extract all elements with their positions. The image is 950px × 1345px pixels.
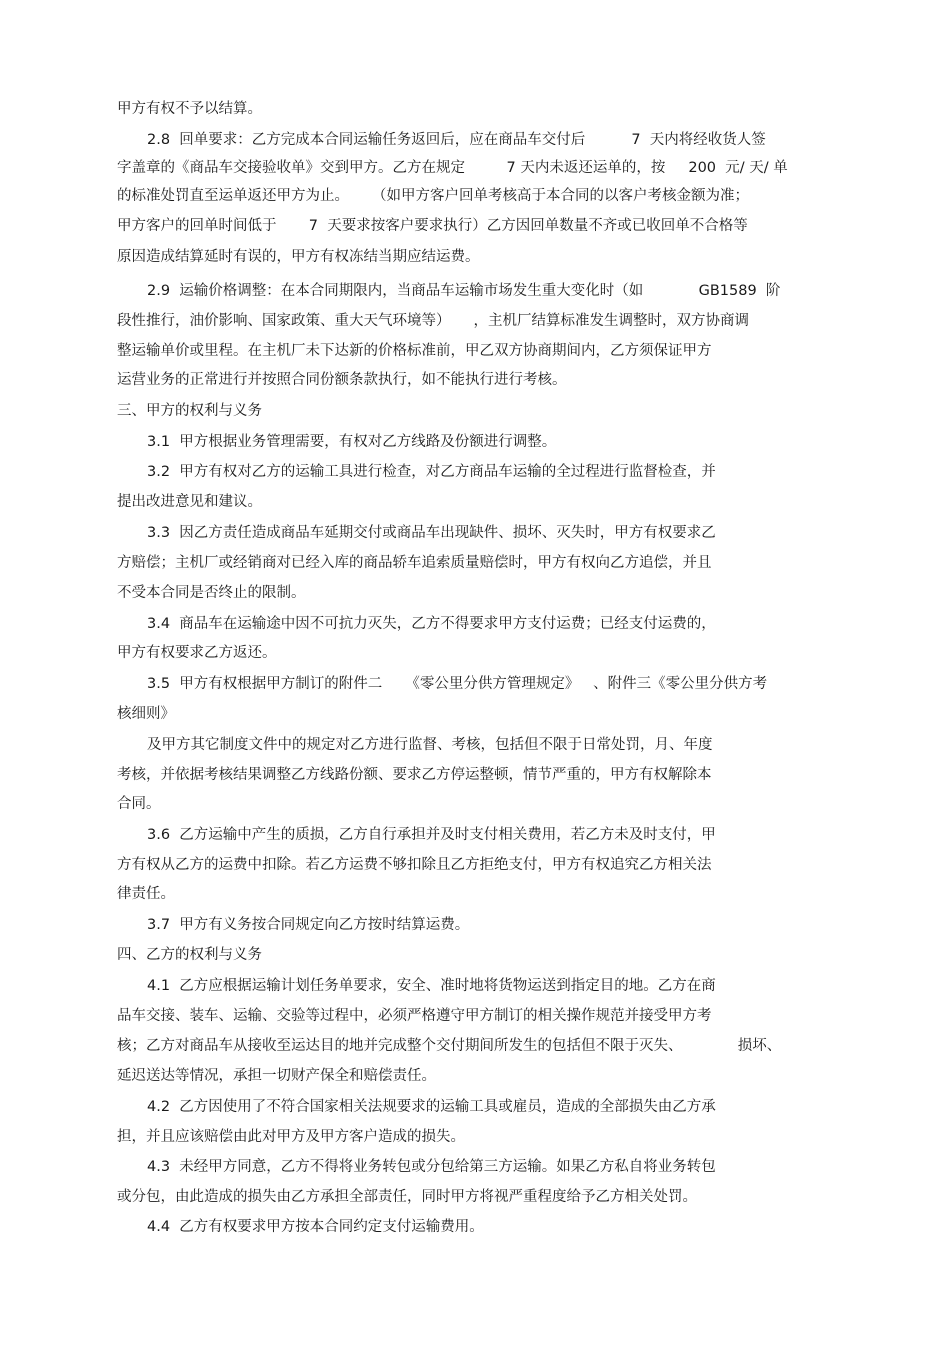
text-line: 3.4 商品车在运输途中因不可抗力灭失，乙方不得要求甲方支付运费；已经支付运费的， bbox=[147, 616, 716, 632]
text-line: 律责任。 bbox=[117, 886, 175, 902]
text-line: 3.3 因乙方责任造成商品车延期交付或商品车出现缺件、损坏、灭失时，甲方有权要求乙 bbox=[147, 525, 716, 541]
text-line: 4.3 未经甲方同意，乙方不得将业务转包或分包给第三方运输。如果乙方私自将业务转包 bbox=[147, 1159, 716, 1175]
text-line: 甲方客户的回单时间低于 7 天要求按客户要求执行）乙方因回单数量不齐或已收回单不合格等 bbox=[117, 218, 748, 234]
text-line: 3.7 甲方有义务按合同规定向乙方按时结算运费。 bbox=[147, 917, 470, 933]
text-line: 4.2 乙方因使用了不符合国家相关法规要求的运输工具或雇员，造成的全部损失由乙方承 bbox=[147, 1099, 716, 1115]
text-line: 考核，并依据考核结果调整乙方线路份额、要求乙方停运整顿，情节严重的，甲方有权解除本 bbox=[117, 767, 712, 783]
text-line: 甲方有权要求乙方返还。 bbox=[117, 645, 277, 661]
text-line: 运营业务的正常进行并按照合同份额条款执行，如不能执行进行考核。 bbox=[117, 372, 567, 388]
text-line: 3.1 甲方根据业务管理需要，有权对乙方线路及份额进行调整。 bbox=[147, 434, 557, 450]
text-line: 延迟送达等情况，承担一切财产保全和赔偿责任。 bbox=[117, 1068, 436, 1084]
text-line: 4.1 乙方应根据运输计划任务单要求，安全、准时地将货物运送到指定目的地。乙方在商 bbox=[147, 978, 716, 994]
text-line: 的标准处罚直至运单返还甲方为止。 （如甲方客户回单考核高于本合同的以客户考核金额为准； bbox=[117, 188, 750, 204]
text-line: 品车交接、装车、运输、交验等过程中，必须严格遵守甲方制订的相关操作规范并接受甲方考 bbox=[117, 1008, 712, 1024]
text-line: 2.8 回单要求：乙方完成本合同运输任务返回后，应在商品车交付后 7 天内将经收货人签 bbox=[147, 132, 766, 148]
text-line: 核细则》 bbox=[117, 706, 175, 722]
text-line: 及甲方其它制度文件中的规定对乙方进行监督、考核，包括但不限于日常处罚，月、年度 bbox=[147, 737, 713, 753]
text-line: 3.6 乙方运输中产生的质损，乙方自行承担并及时支付相关费用，若乙方未及时支付，甲 bbox=[147, 827, 716, 843]
text-line: 甲方有权不予以结算。 bbox=[117, 101, 262, 117]
text-line: 不受本合同是否终止的限制。 bbox=[117, 585, 306, 601]
text-line: 方有权从乙方的运费中扣除。若乙方运费不够扣除且乙方拒绝支付，甲方有权追究乙方相关法 bbox=[117, 857, 712, 873]
text-line: 方赔偿；主机厂或经销商对已经入库的商品轿车追索质量赔偿时，甲方有权向乙方追偿，并且 bbox=[117, 555, 712, 571]
text-line: 提出改进意见和建议。 bbox=[117, 494, 262, 510]
text-line: 合同。 bbox=[117, 796, 161, 812]
text-line: 核；乙方对商品车从接收至运达目的地并完成整个交付期间所发生的包括但不限于灭失、 损坏、 bbox=[117, 1038, 782, 1054]
text-line: 或分包，由此造成的损失由乙方承担全部责任，同时甲方将视严重程度给予乙方相关处罚。 bbox=[117, 1189, 697, 1205]
text-line: 字盖章的《商品车交接验收单》交到甲方。乙方在规定 7 天内未返还运单的，按 200 元/ 天/ 单 bbox=[117, 160, 788, 176]
text-line: 担，并且应该赔偿由此对甲方及甲方客户造成的损失。 bbox=[117, 1129, 465, 1145]
text-line: 3.5 甲方有权根据甲方制订的附件二 《零公里分供方管理规定》 、附件三《零公里分供方考 bbox=[147, 676, 768, 692]
section-heading: 三、甲方的权利与义务 bbox=[117, 403, 262, 419]
text-line: 4.4 乙方有权要求甲方按本合同约定支付运输费用。 bbox=[147, 1219, 484, 1235]
text-line: 原因造成结算延时有误的，甲方有权冻结当期应结运费。 bbox=[117, 249, 480, 265]
section-heading: 四、乙方的权利与义务 bbox=[117, 947, 262, 963]
text-line: 3.2 甲方有权对乙方的运输工具进行检查，对乙方商品车运输的全过程进行监督检查，并 bbox=[147, 464, 716, 480]
text-line: 段性推行，油价影响、国家政策、重大天气环境等） ，主机厂结算标准发生调整时，双方协商调 bbox=[117, 313, 750, 329]
text-line: 2.9 运输价格调整：在本合同期限内，当商品车运输市场发生重大变化时（如 GB1589 阶 bbox=[147, 283, 781, 299]
text-line: 整运输单价或里程。在主机厂未下达新的价格标准前，甲乙双方协商期间内，乙方须保证甲方 bbox=[117, 343, 712, 359]
